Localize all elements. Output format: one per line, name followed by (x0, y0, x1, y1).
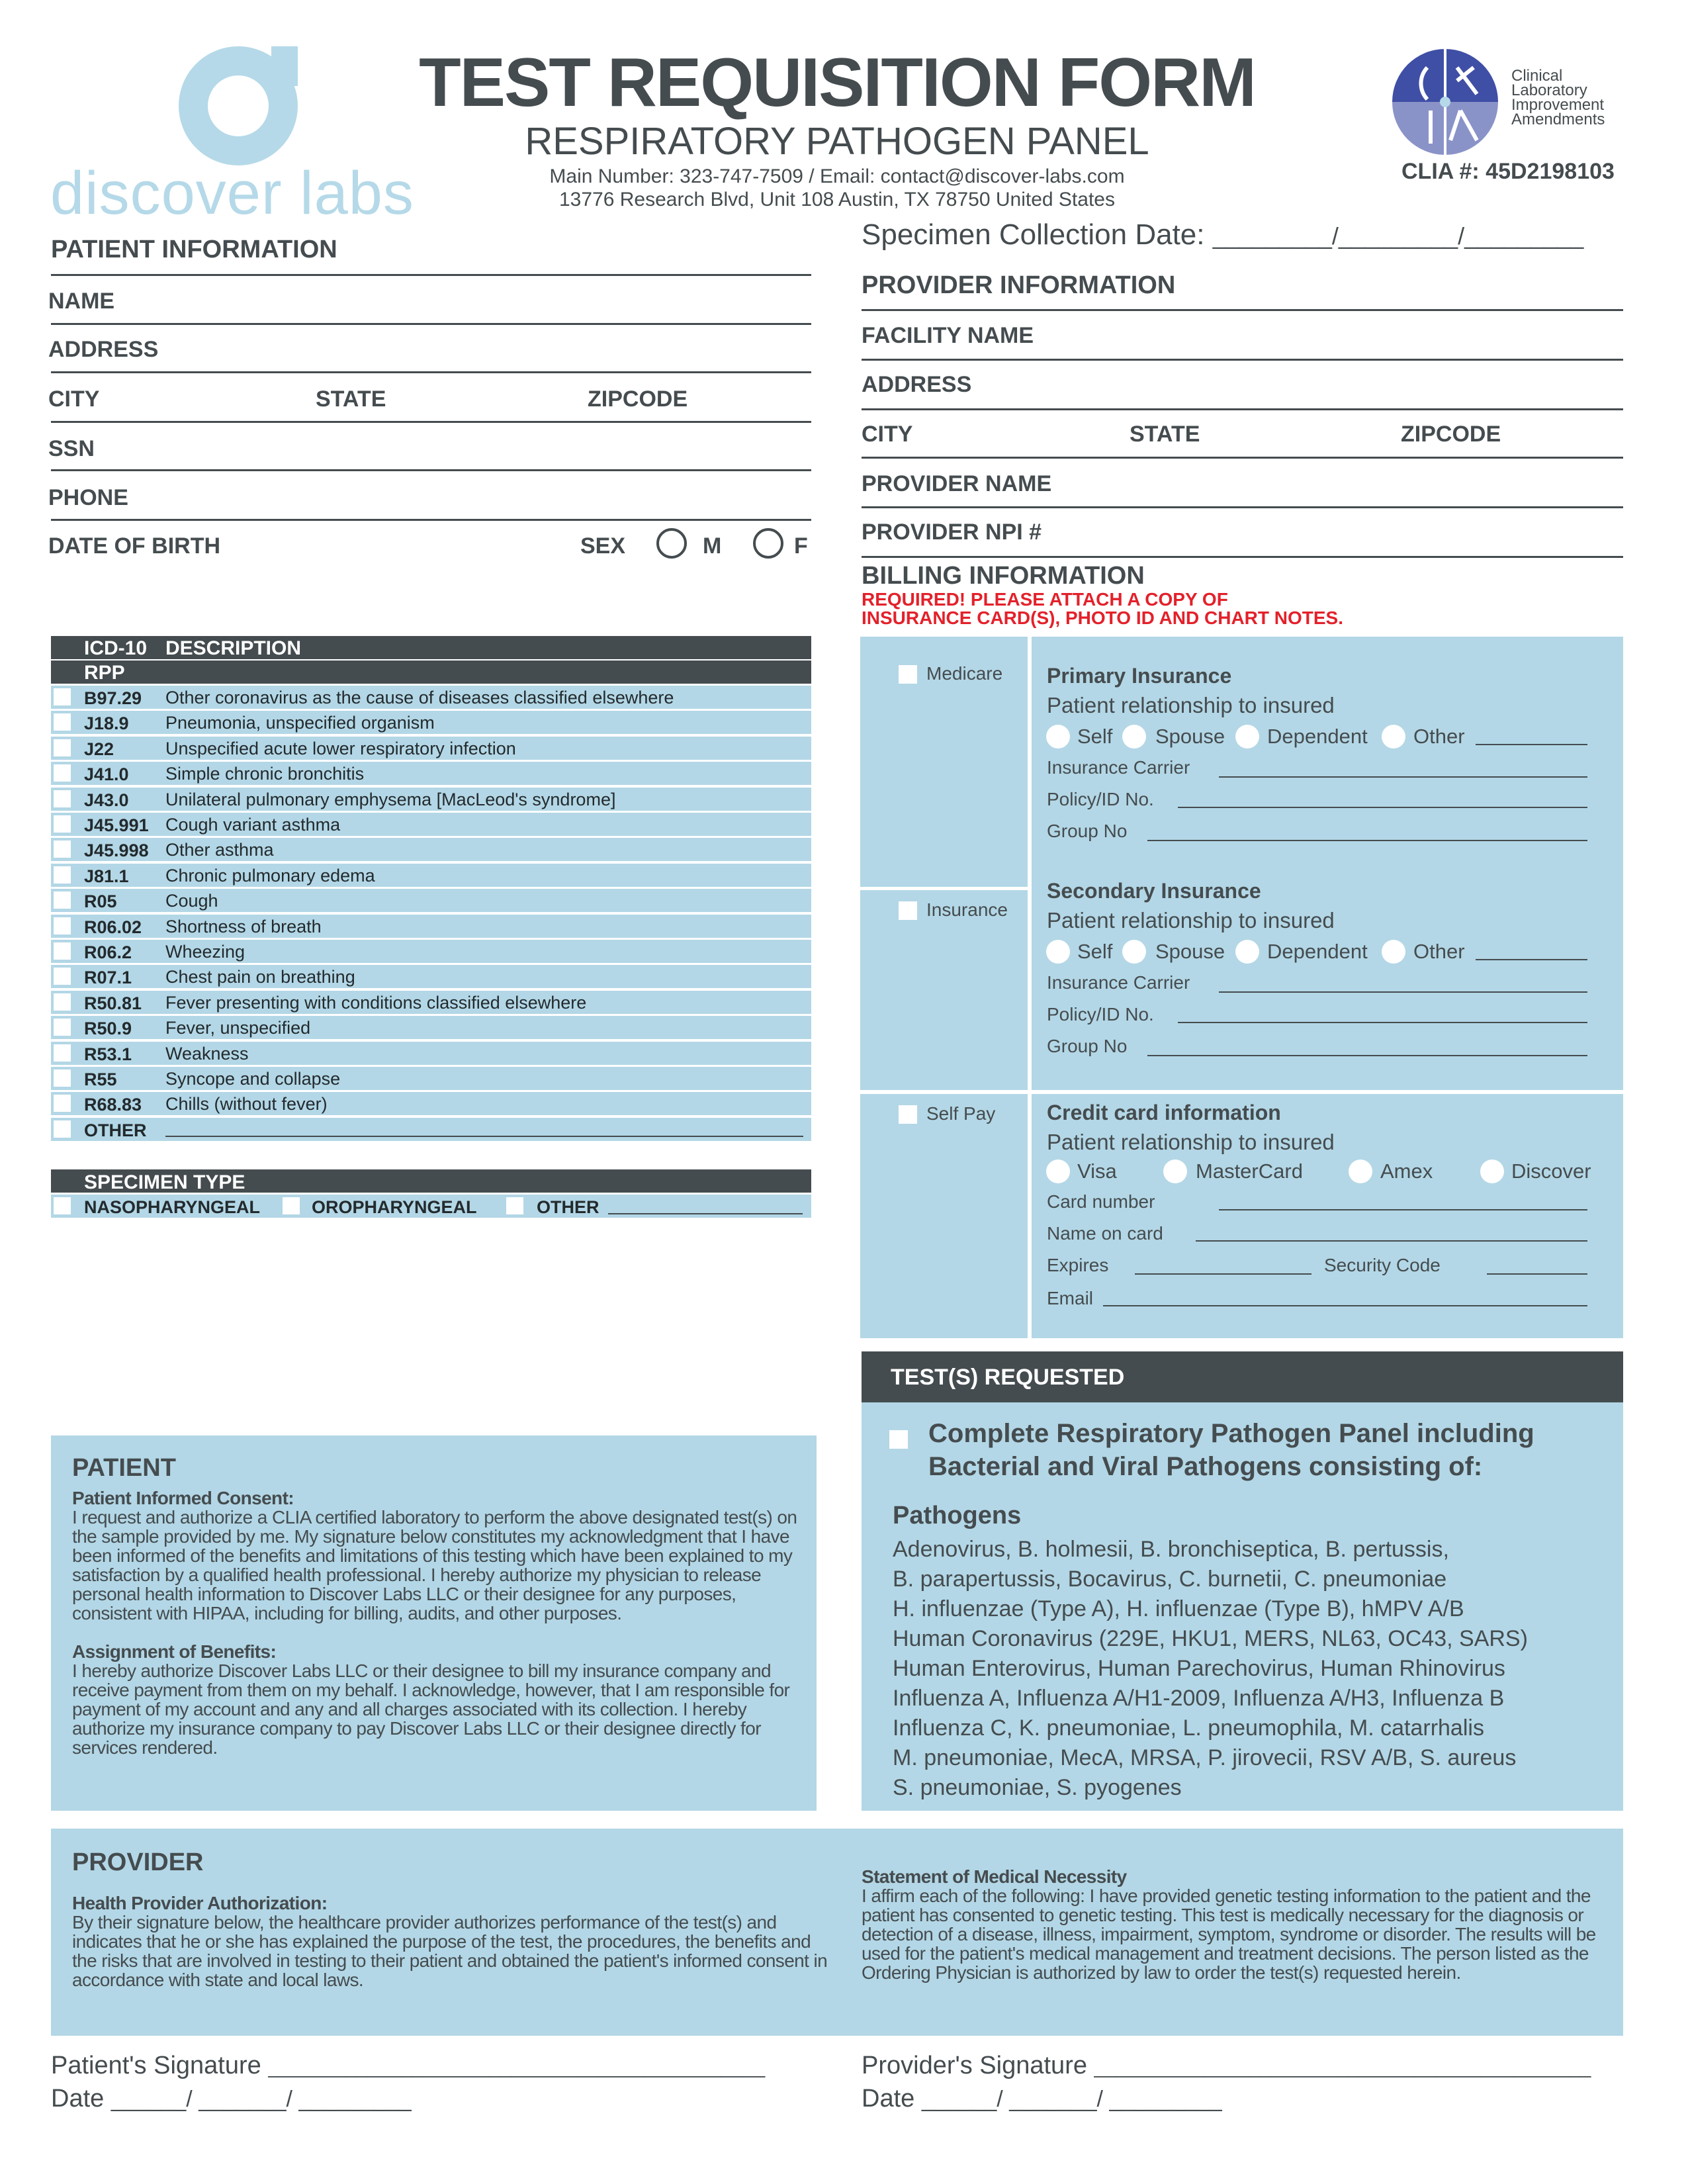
security-code-field[interactable] (1487, 1273, 1587, 1275)
divider (862, 309, 1623, 311)
credit-card-title: Credit card information (1047, 1101, 1281, 1124)
provider-consent-title: PROVIDER (72, 1848, 204, 1876)
primary-group-label: Group No (1047, 821, 1128, 841)
icd-checkbox[interactable] (54, 917, 71, 934)
specimen-type-title: SPECIMEN TYPE (84, 1171, 245, 1193)
icd-checkbox[interactable] (54, 1095, 71, 1112)
icd-row (51, 1016, 811, 1039)
name-label[interactable]: NAME (48, 289, 115, 314)
divider (51, 421, 811, 423)
icd-row (51, 711, 811, 734)
provider-zipcode-label[interactable]: ZIPCODE (1401, 422, 1501, 447)
complete-panel-label (928, 1417, 1534, 1483)
medical-necessity-text (862, 1867, 1603, 1982)
icd-checkbox[interactable] (54, 968, 71, 985)
benefits-title: Assignment of Benefits: (72, 1641, 277, 1662)
clia-word: Clinical (1511, 67, 1563, 85)
icd-description: Simple chronic bronchitis (165, 764, 365, 784)
divider (51, 519, 811, 521)
pathogen-line: H. influenzae (Type A), H. influenzae (Type B), hMPV A/B (893, 1596, 1464, 1621)
medicare-checkbox[interactable] (899, 665, 917, 684)
icd-code: R68.83 (84, 1095, 142, 1115)
icd-row (51, 1042, 811, 1065)
icd-description: Chills (without fever) (165, 1094, 328, 1115)
benefits-body: I hereby authorize Discover Labs LLC or their designee to bill my insurance company and receive payment from them on my behalf. I acknowledge, however, that I am responsible for payment of my account and any and all charges associated with its collection. I hereby authorize my insurance company to pay Discover Labs LLC or their designee directly for services rendered. (72, 1661, 790, 1758)
insurance-label: Insurance (926, 899, 1008, 920)
icd-row (51, 864, 811, 887)
billing-row-divider (860, 1090, 1623, 1094)
divider (51, 371, 811, 373)
billing-required-note: REQUIRED! PLEASE ATTACH A COPY OF (862, 589, 1228, 610)
primary-spouse-radio[interactable] (1122, 725, 1146, 749)
name-on-card-field[interactable] (1196, 1240, 1587, 1242)
visa-label: Visa (1077, 1160, 1117, 1183)
discover-radio[interactable] (1480, 1160, 1504, 1183)
secondary-policy-field[interactable] (1178, 1022, 1587, 1023)
icd-code: R06.02 (84, 917, 142, 937)
panel-line: Complete Respiratory Pathogen Panel including (928, 1419, 1534, 1448)
provider-state-label[interactable]: STATE (1130, 422, 1200, 447)
icd-checkbox[interactable] (54, 688, 71, 705)
phone-label[interactable]: PHONE (48, 485, 128, 510)
billing-title: BILLING INFORMATION (862, 562, 1145, 590)
address-label[interactable]: ADDRESS (48, 337, 159, 362)
provider-date-label: Date (862, 2085, 915, 2113)
name-on-card-label: Name on card (1047, 1223, 1163, 1244)
nasopharyngeal-label: NASOPHARYNGEAL (84, 1197, 261, 1217)
other-specimen-label: OTHER (537, 1197, 600, 1217)
secondary-spouse-label: Spouse (1155, 940, 1225, 963)
primary-spouse-label: Spouse (1155, 725, 1225, 748)
page-title: TEST REQUISITION FORM (419, 44, 1255, 121)
secondary-carrier-label: Insurance Carrier (1047, 972, 1190, 993)
card-number-label: Card number (1047, 1191, 1155, 1212)
consent-body: I request and authorize a CLIA certified laboratory to perform the above designated test(s) on the sample provided by me. My signature below constitutes my acknowledgment that I have been informed of the benefits and limitations of this testing which have been explained to my satisfaction by a qualified health professional. I hereby authorize my physician to release personal health information to Discover Labs LLC or their designee for any purposes, consistent with HIPAA, including for billing, audits, and other purposes. (72, 1507, 797, 1623)
icd-description: Cough variant asthma (165, 815, 341, 835)
clia-emblem-icon (1391, 48, 1499, 156)
page-subtitle: RESPIRATORY PATHOGEN PANEL (525, 120, 1149, 163)
self-pay-checkbox[interactable] (899, 1105, 917, 1124)
icd-row (51, 1067, 811, 1090)
provider-consent-panel (51, 1829, 1623, 2036)
icd-row (51, 889, 811, 912)
patient-date[interactable] (51, 2085, 412, 2113)
icd-header (51, 636, 811, 659)
icd-row (51, 813, 811, 836)
icd-code: J45.998 (84, 841, 149, 861)
secondary-relationship-label: Patient relationship to insured (1047, 908, 1335, 933)
icd-row (51, 1092, 811, 1115)
patient-date-label: Date (51, 2085, 105, 2113)
icd-description: Wheezing (165, 942, 245, 962)
pathogen-list (893, 1535, 1528, 1803)
provider-npi-label[interactable]: PROVIDER NPI # (862, 520, 1042, 545)
icd-code: R07.1 (84, 968, 132, 988)
icd-checkbox[interactable] (54, 942, 71, 960)
insurance-checkbox[interactable] (899, 901, 917, 920)
clia-word: Improvement (1511, 96, 1605, 114)
secondary-other-radio[interactable] (1382, 940, 1405, 964)
other-specimen-checkbox[interactable] (506, 1197, 523, 1214)
other-specimen-field[interactable] (608, 1213, 803, 1214)
primary-policy-field[interactable] (1178, 807, 1587, 808)
icd-code: R53.1 (84, 1044, 132, 1064)
clia-word: Amendments (1511, 111, 1605, 128)
self-pay-label: Self Pay (926, 1103, 996, 1124)
panel-line: Bacterial and Viral Pathogens consisting of: (928, 1452, 1483, 1481)
icd-other-label: OTHER (84, 1120, 147, 1140)
billing-required-note: INSURANCE CARD(S), PHOTO ID AND CHART NOTES. (862, 608, 1344, 628)
ssn-label[interactable]: SSN (48, 436, 95, 461)
expires-field[interactable] (1135, 1273, 1311, 1275)
patient-date-field[interactable]: ______/ _______/ _________ (111, 2087, 412, 2112)
icd-row (51, 940, 811, 963)
icd-description: Chronic pulmonary edema (165, 865, 375, 886)
pathogen-line: Adenovirus, B. holmesii, B. bronchiseptica, B. pertussis, (893, 1537, 1449, 1562)
tests-requested-header (862, 1351, 1623, 1402)
primary-relationship-label: Patient relationship to insured (1047, 693, 1335, 717)
icd-checkbox[interactable] (54, 790, 71, 807)
secondary-dependent-radio[interactable] (1235, 940, 1259, 964)
clia-words (1511, 69, 1605, 127)
icd-description: Other coronavirus as the cause of diseases classified elsewhere (165, 688, 674, 707)
divider (862, 408, 1623, 410)
provider-signature[interactable] (862, 2052, 1591, 2080)
consent-title: Patient Informed Consent: (72, 1488, 294, 1508)
icd-description: Shortness of breath (165, 916, 322, 936)
address-line: 13776 Research Blvd, Unit 108 Austin, TX 78750 United States (559, 189, 1115, 210)
icd-code: R05 (84, 891, 117, 912)
icd-description: Pneumonia, unspecified organism (165, 713, 435, 733)
sex-f-label: F (794, 533, 808, 559)
icd-code: R55 (84, 1069, 117, 1089)
necessity-body: I affirm each of the following: I have provided genetic testing information to the patient and the patient has consented to genetic testing. This test is medically necessary for the diagnosis or detection of a disease, illness, impairment, symptom, syndrome or disorder. The results will be used for the patient's medical management and treatment decisions. The person listed as the Ordering Physician is authorized by law to order the test(s) requested herein. (862, 1886, 1596, 1983)
icd-checkbox[interactable] (54, 815, 71, 833)
secondary-insurance-title: Secondary Insurance (1047, 879, 1261, 903)
dob-label[interactable]: DATE OF BIRTH (48, 533, 221, 559)
icd-checkbox[interactable] (54, 866, 71, 884)
security-code-label: Security Code (1324, 1255, 1441, 1275)
tests-requested-panel (862, 1402, 1623, 1811)
icd-group-rpp (51, 660, 811, 684)
icd-description: Cough (165, 891, 218, 911)
icd-description: Fever presenting with conditions classified elsewhere (165, 992, 587, 1013)
primary-carrier-field[interactable] (1219, 776, 1587, 778)
icd-code: B97.29 (84, 688, 142, 708)
icd-col-code: ICD-10 (84, 637, 148, 659)
pathogen-line: Influenza C, K. pneumoniae, L. pneumophila, M. catarrhalis (893, 1715, 1484, 1741)
icd-checkbox[interactable] (54, 841, 71, 858)
medicare-label: Medicare (926, 663, 1003, 684)
secondary-self-label: Self (1077, 940, 1113, 963)
icd-description: Unilateral pulmonary emphysema [MacLeod's syndrome] (165, 789, 616, 809)
logo-ring-icon (179, 46, 298, 165)
secondary-carrier-field[interactable] (1219, 991, 1587, 993)
icd-row (51, 762, 811, 785)
provider-signature-field[interactable]: _____________________________________________ (1094, 2056, 1591, 2078)
specimen-date-label: Specimen Collection Date: (862, 218, 1205, 251)
icd-checkbox[interactable] (54, 1019, 71, 1036)
icd-code: J22 (84, 739, 114, 759)
divider (862, 359, 1623, 361)
nasopharyngeal-checkbox[interactable] (54, 1197, 71, 1214)
clia-number: CLIA #: 45D2198103 (1401, 159, 1615, 184)
tests-requested-title: TEST(S) REQUESTED (891, 1365, 1125, 1390)
complete-panel-checkbox[interactable] (889, 1430, 908, 1449)
secondary-group-field[interactable] (1147, 1055, 1587, 1056)
icd-checkbox[interactable] (54, 764, 71, 782)
brand-name: discover labs (50, 159, 414, 227)
patient-signature-label: Patient's Signature (51, 2052, 261, 2079)
secondary-policy-label: Policy/ID No. (1047, 1004, 1154, 1024)
contact-line: Main Number: 323-747-7509 / Email: contact@discover-labs.com (549, 165, 1125, 187)
icd-code: J45.991 (84, 815, 149, 835)
icd-checkbox[interactable] (54, 1069, 71, 1087)
icd-col-desc: DESCRIPTION (165, 637, 302, 659)
sex-m-radio[interactable] (656, 528, 687, 559)
icd-code: J41.0 (84, 764, 129, 785)
amex-label: Amex (1380, 1160, 1433, 1183)
sex-f-radio[interactable] (753, 528, 783, 559)
amex-radio[interactable] (1349, 1160, 1372, 1183)
pathogen-line: Human Coronavirus (229E, HKU1, MERS, NL63, OC43, SARS) (893, 1626, 1528, 1651)
secondary-spouse-radio[interactable] (1122, 940, 1146, 964)
provider-info-title: PROVIDER INFORMATION (862, 271, 1176, 299)
specimen-date-blank[interactable]: _________/_________/_________ (1212, 222, 1584, 250)
icd-row (51, 788, 811, 811)
patient-consent-title: PATIENT (72, 1454, 176, 1482)
icd-row (51, 991, 811, 1014)
provider-signature-label: Provider's Signature (862, 2052, 1087, 2079)
secondary-other-field[interactable] (1476, 959, 1587, 960)
icd-row (51, 965, 811, 988)
divider (862, 506, 1623, 508)
icd-checkbox[interactable] (54, 713, 71, 731)
billing-row-divider (860, 887, 1028, 890)
patient-info-title: PATIENT INFORMATION (51, 236, 337, 263)
patient-signature-field[interactable]: _____________________________________________ (268, 2056, 766, 2078)
secondary-group-label: Group No (1047, 1036, 1128, 1056)
mastercard-radio[interactable] (1163, 1160, 1187, 1183)
divider (862, 457, 1623, 459)
icd-code: R50.81 (84, 993, 142, 1013)
discover-labs-logo (179, 46, 298, 165)
auth-body: By their signature below, the healthcare provider authorizes performance of the test(s) and indicates that he or she has explained the purpose of the test, the procedures, the benefits and the risks that are involved in testing to their patient and obtained the patient's informed consent in accordance with state and local laws. (72, 1912, 828, 1990)
icd-code: J43.0 (84, 790, 129, 810)
provider-date[interactable] (862, 2085, 1222, 2113)
city-label[interactable]: CITY (48, 387, 100, 412)
oropharyngeal-label: OROPHARYNGEAL (312, 1197, 477, 1217)
zipcode-label[interactable]: ZIPCODE (588, 387, 688, 412)
mastercard-label: MasterCard (1196, 1160, 1303, 1183)
icd-row-other (51, 1118, 811, 1141)
pathogen-line: B. parapertussis, Bocavirus, C. burnetii, C. pneumoniae (893, 1567, 1447, 1592)
icd-description: Weakness (165, 1043, 249, 1064)
icd-code: J18.9 (84, 713, 129, 734)
icd-checkbox[interactable] (54, 739, 71, 756)
icd-description: Unspecified acute lower respiratory infection (165, 738, 516, 758)
oropharyngeal-checkbox[interactable] (283, 1197, 300, 1214)
divider (51, 323, 811, 325)
icd-row (51, 686, 811, 709)
icd-description: Fever, unspecified (165, 1018, 311, 1038)
icd-checkbox[interactable] (54, 891, 71, 909)
specimen-type-header (51, 1169, 811, 1193)
icd-row (51, 838, 811, 861)
sex-m-label: M (703, 533, 722, 559)
icd-group-label: RPP (84, 662, 125, 684)
facility-name-label[interactable]: FACILITY NAME (862, 323, 1034, 348)
card-number-field[interactable] (1219, 1209, 1587, 1210)
secondary-self-radio[interactable] (1046, 940, 1070, 964)
primary-carrier-label: Insurance Carrier (1047, 757, 1190, 778)
primary-insurance-title: Primary Insurance (1047, 664, 1232, 688)
icd-description: Syncope and collapse (165, 1069, 341, 1089)
patient-consent-panel (51, 1435, 817, 1811)
credit-relationship-label: Patient relationship to insured (1047, 1130, 1335, 1154)
divider (51, 469, 811, 471)
icd-other-field[interactable] (165, 1136, 803, 1137)
icd-other-checkbox[interactable] (54, 1120, 71, 1138)
icd-row (51, 737, 811, 760)
icd-code: R50.9 (84, 1019, 132, 1039)
clia-logo (1391, 48, 1499, 156)
icd-checkbox[interactable] (54, 1044, 71, 1062)
patient-consent-text (72, 1488, 800, 1757)
primary-dependent-label: Dependent (1267, 725, 1368, 748)
icd-description: Other asthma (165, 840, 274, 860)
visa-radio[interactable] (1046, 1160, 1070, 1183)
expires-label: Expires (1047, 1255, 1109, 1275)
pathogen-line: M. pneumoniae, MecA, MRSA, P. jirovecii, RSV A/B, S. aureus (893, 1745, 1517, 1770)
patient-signature[interactable] (51, 2052, 765, 2080)
icd-row (51, 915, 811, 938)
icd-code: R06.2 (84, 942, 132, 962)
pathogens-title: Pathogens (893, 1502, 1022, 1529)
billing-col-divider (1028, 637, 1032, 1338)
secondary-other-label: Other (1413, 940, 1465, 963)
provider-city-label[interactable]: CITY (862, 422, 913, 447)
pathogen-line: Human Enterovirus, Human Parechovirus, Human Rhinovirus (893, 1656, 1505, 1681)
provider-name-label[interactable]: PROVIDER NAME (862, 471, 1052, 496)
clia-word: Laboratory (1511, 81, 1587, 99)
email-label: Email (1047, 1288, 1094, 1308)
primary-self-label: Self (1077, 725, 1113, 748)
state-label[interactable]: STATE (316, 387, 386, 412)
primary-other-label: Other (1413, 725, 1465, 748)
primary-dependent-radio[interactable] (1235, 725, 1259, 749)
necessity-title: Statement of Medical Necessity (862, 1866, 1127, 1887)
specimen-type-row (51, 1195, 811, 1218)
sex-label: SEX (580, 533, 626, 559)
icd-checkbox[interactable] (54, 993, 71, 1011)
discover-label: Discover (1511, 1160, 1591, 1183)
divider (51, 274, 811, 276)
provider-address-label[interactable]: ADDRESS (862, 372, 972, 397)
primary-policy-label: Policy/ID No. (1047, 789, 1154, 809)
icd-description: Chest pain on breathing (165, 967, 355, 987)
provider-auth-text (72, 1893, 833, 1989)
icd-code: J81.1 (84, 866, 129, 886)
pathogen-line: S. pneumoniae, S. pyogenes (893, 1775, 1182, 1800)
primary-other-field[interactable] (1476, 744, 1587, 745)
email-field[interactable] (1103, 1305, 1587, 1306)
primary-self-radio[interactable] (1046, 725, 1070, 749)
specimen-collection-date[interactable] (862, 218, 1583, 251)
secondary-dependent-label: Dependent (1267, 940, 1368, 963)
auth-title: Health Provider Authorization: (72, 1893, 328, 1913)
divider (862, 556, 1623, 558)
primary-other-radio[interactable] (1382, 725, 1405, 749)
pathogen-line: Influenza A, Influenza A/H1-2009, Influenza A/H3, Influenza B (893, 1686, 1505, 1711)
primary-group-field[interactable] (1147, 840, 1587, 841)
provider-date-field[interactable]: ______/ _______/ _________ (921, 2087, 1222, 2112)
